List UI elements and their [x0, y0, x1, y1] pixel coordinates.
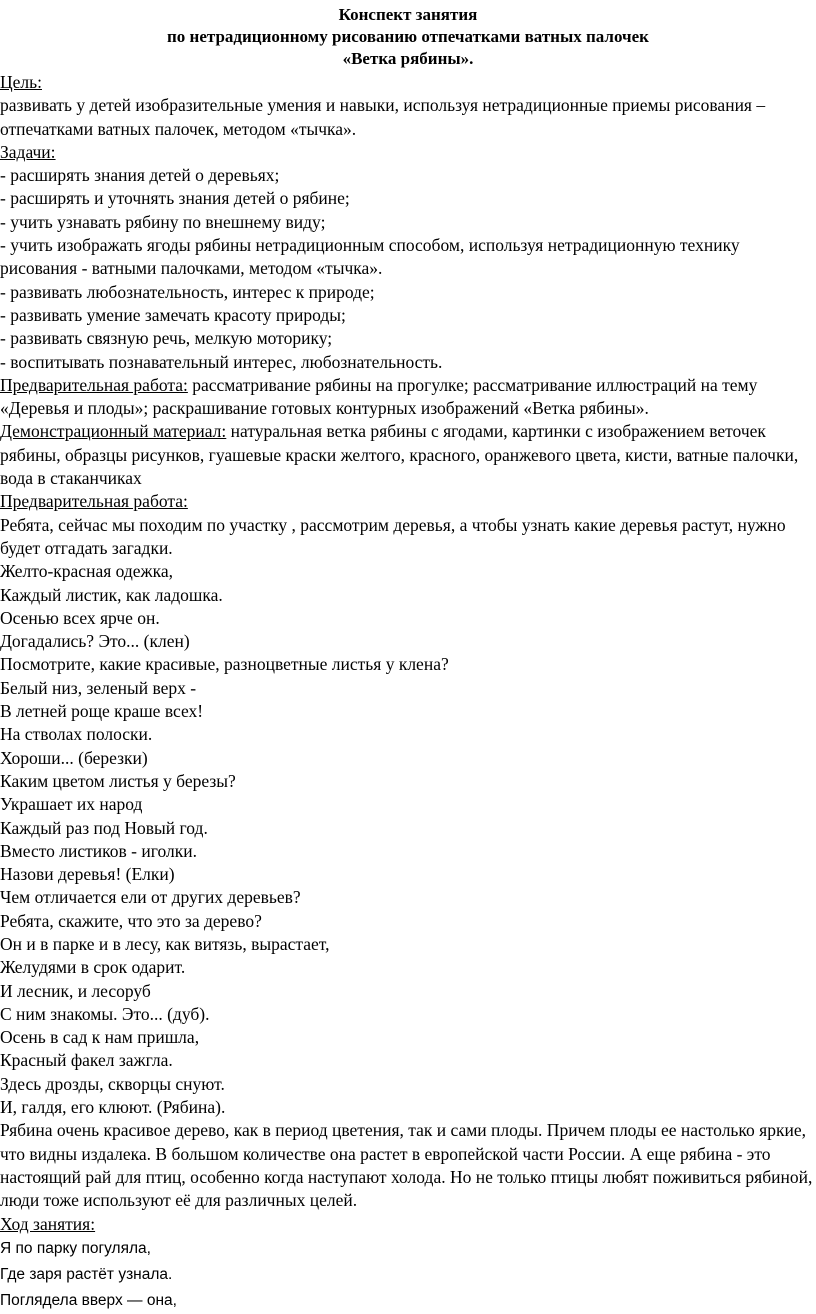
- task-item: - учить узнавать рябину по внешнему виду;: [0, 211, 326, 232]
- dialogue-line: Каждый раз под Новый год.: [0, 817, 208, 838]
- task-item: - учить изображать ягоды рябины нетрадиционным способом, используя нетрадиционную технику рисования - ватными палочками, методом «тычка».: [0, 235, 740, 279]
- dialogue-line: Здесь дрозды, скворцы снуют.: [0, 1073, 225, 1094]
- dialogue-line: Осенью всех ярче он.: [0, 607, 160, 628]
- prework-text: рассматривание рябины на прогулке; рассматривание иллюстраций на тему «Деревья и плоды»; раскрашивание готовых контурных изображений «Ветка рябины».: [0, 374, 758, 419]
- dialogue-line: Желудями в срок одарит.: [0, 957, 186, 978]
- task-item: - развивать любознательность, интерес к природе;: [0, 281, 375, 302]
- dialogue-line: Красный факел зажгла.: [0, 1050, 173, 1071]
- goal-heading: Цель:: [0, 72, 42, 92]
- title-line-1: Конспект занятия: [338, 5, 478, 24]
- goal-text: развивать у детей изобразительные умения и навыки, используя нетрадиционные приемы рисования – отпечатками ватных палочек, методом «тычка».: [0, 95, 766, 139]
- document-title: [0, 0, 816, 70]
- demo-heading: Демонстрационный материал:: [0, 421, 227, 442]
- dialogue-line: Желто-красная одежка,: [0, 561, 174, 582]
- title-line-3: «Ветка рябины».: [342, 49, 474, 68]
- dialogue-line: Ребята, сейчас мы походим по участку , рассмотрим деревья, а чтобы узнать какие деревья растут, нужно будет отгадать загадки.: [0, 514, 786, 558]
- task-item: - расширять знания детей о деревьях;: [0, 165, 280, 186]
- dialogue-line: На стволах полоски.: [0, 724, 153, 745]
- dialogue-line: Каким цветом листья у березы?: [0, 770, 236, 791]
- dialogue-line: Ребята, скажите, что это за дерево?: [0, 910, 262, 931]
- dialogue-line: Чем отличается ели от других деревьев?: [0, 887, 301, 908]
- dialogue-line: Рябина очень красивое дерево, как в период цветения, так и сами плоды. Причем плоды ее настолько яркие, что видны издалека. В большом количестве она растет в европейской части России. А еще рябина - это настоящий рай для птиц, особенно когда наступают холода. Но не только птицы любят поживиться рябиной, люди тоже используют её для различных целей.: [0, 1120, 813, 1211]
- demo-text: натуральная ветка рябины с ягодами, картинки с изображением веточек рябины, образцы рисунков, гуашевые краски желтого, красного, оранжевого цвета, кисти, ватные палочки, вода в стаканчиках: [0, 421, 799, 489]
- dialogue-line: И, галдя, его клюют. (Рябина).: [0, 1097, 226, 1118]
- document-body: [0, 71, 816, 1236]
- title-line-2: по нетрадиционному рисованию отпечатками ватных палочек: [167, 27, 649, 46]
- dialogue-line: Хороши... (березки): [0, 747, 148, 768]
- dialogue-line: Посмотрите, какие красивые, разноцветные листья у клена?: [0, 654, 449, 675]
- demo-paragraph: [0, 420, 814, 490]
- dialogue-line: Догадались? Это... (клен): [0, 631, 190, 652]
- poem-block: [0, 1236, 816, 1314]
- dialogue-line: Украшает их народ: [0, 794, 143, 815]
- dialogue-line: Белый низ, зеленый верх -: [0, 677, 197, 698]
- dialogue-line: Вместо листиков - иголки.: [0, 840, 197, 861]
- prework2-heading: Предварительная работа:: [0, 491, 188, 512]
- dialogue-line: Он и в парке и в лесу, как витязь, вырастает,: [0, 933, 330, 954]
- dialogue-line: В летней роще краше всех!: [0, 701, 204, 722]
- dialogue-line: Каждый листик, как ладошка.: [0, 584, 223, 605]
- task-item: - расширять и уточнять знания детей о рябине;: [0, 188, 350, 209]
- dialogue-line: Осень в сад к нам пришла,: [0, 1027, 200, 1048]
- task-item: - воспитывать познавательный интерес, любознательность.: [0, 351, 443, 372]
- poem-line: Я по парку погуляла,: [0, 1239, 151, 1257]
- task-item: - развивать связную речь, мелкую моторику;: [0, 328, 333, 349]
- prework-heading: Предварительная работа:: [0, 374, 188, 395]
- dialogue-line: И лесник, и лесоруб: [0, 980, 151, 1001]
- dialogue-line: С ним знакомы. Это... (дуб).: [0, 1003, 210, 1024]
- dialogue-line: Назови деревья! (Елки): [0, 864, 175, 885]
- task-item: - развивать умение замечать красоту природы;: [0, 304, 346, 325]
- poem-line: Где заря растёт узнала.: [0, 1265, 173, 1283]
- tasks-heading: Задачи:: [0, 141, 56, 162]
- prework-paragraph: [0, 374, 814, 421]
- poem-line: Поглядела вверх — она,: [0, 1291, 177, 1309]
- course-heading: Ход занятия:: [0, 1213, 96, 1234]
